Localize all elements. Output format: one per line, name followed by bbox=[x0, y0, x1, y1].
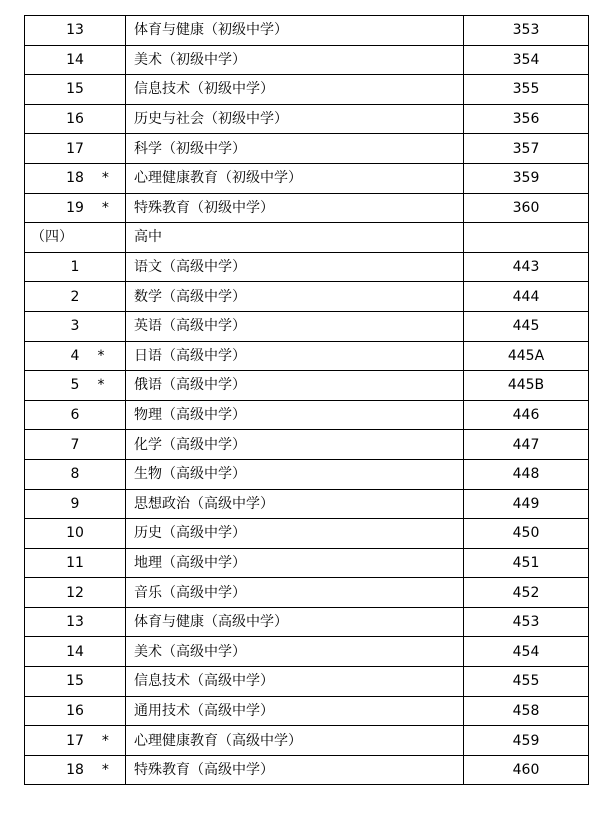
subject-code-cell: 357 bbox=[464, 134, 589, 164]
subject-name-cell: 通用技术（高级中学） bbox=[126, 696, 464, 726]
subject-code-cell: 453 bbox=[464, 607, 589, 637]
row-number: 3 bbox=[70, 318, 80, 335]
row-number: 9 bbox=[70, 495, 80, 512]
row-number: 10 bbox=[66, 525, 84, 542]
row-number-cell bbox=[25, 45, 126, 75]
row-number: 5 bbox=[70, 377, 80, 394]
row-number-cell bbox=[25, 75, 126, 105]
row-number-cell bbox=[25, 400, 126, 430]
asterisk-mark: * bbox=[101, 762, 109, 779]
subject-code-cell: 447 bbox=[464, 430, 589, 460]
row-number-cell bbox=[25, 696, 126, 726]
row-number-cell bbox=[25, 667, 126, 697]
row-number: 18 bbox=[66, 762, 84, 779]
row-number: 2 bbox=[70, 288, 80, 305]
subject-code-cell: 454 bbox=[464, 637, 589, 667]
subject-code-cell: 353 bbox=[464, 16, 589, 46]
table-row bbox=[25, 400, 589, 430]
row-number-cell bbox=[25, 459, 126, 489]
subject-name-cell: 历史与社会（初级中学） bbox=[126, 104, 464, 134]
subject-name-cell: 美术（初级中学） bbox=[126, 45, 464, 75]
table-row bbox=[25, 578, 589, 608]
row-number: 8 bbox=[70, 466, 80, 483]
table-row bbox=[25, 163, 589, 193]
row-number: 15 bbox=[66, 673, 84, 690]
row-number: 11 bbox=[66, 554, 84, 571]
subject-code-cell: 355 bbox=[464, 75, 589, 105]
row-number-cell bbox=[25, 252, 126, 282]
table-row bbox=[25, 104, 589, 134]
row-number: 14 bbox=[66, 51, 84, 68]
subject-code-cell: 443 bbox=[464, 252, 589, 282]
subject-name-cell: 体育与健康（高级中学） bbox=[126, 607, 464, 637]
table-row bbox=[25, 75, 589, 105]
table-row bbox=[25, 519, 589, 549]
subject-code-cell: 451 bbox=[464, 548, 589, 578]
row-number-cell bbox=[25, 223, 126, 253]
row-number: 7 bbox=[70, 436, 80, 453]
subject-name-cell: 生物（高级中学） bbox=[126, 459, 464, 489]
subject-name-cell: 物理（高级中学） bbox=[126, 400, 464, 430]
table-row bbox=[25, 696, 589, 726]
subject-code-cell: 449 bbox=[464, 489, 589, 519]
table-row bbox=[25, 282, 589, 312]
subject-code-cell: 459 bbox=[464, 726, 589, 756]
asterisk-mark: * bbox=[101, 199, 109, 216]
subject-code-cell: 356 bbox=[464, 104, 589, 134]
subject-code-cell: 446 bbox=[464, 400, 589, 430]
row-number: 6 bbox=[70, 407, 80, 424]
row-number-cell bbox=[25, 163, 126, 193]
subject-code-cell: 458 bbox=[464, 696, 589, 726]
row-number-cell bbox=[25, 16, 126, 46]
subject-name-cell: 音乐（高级中学） bbox=[126, 578, 464, 608]
subject-name-cell: 英语（高级中学） bbox=[126, 311, 464, 341]
subject-code-table bbox=[24, 15, 589, 785]
row-number: 17 bbox=[66, 140, 84, 157]
row-number-cell bbox=[25, 578, 126, 608]
row-number-cell bbox=[25, 134, 126, 164]
table-row bbox=[25, 311, 589, 341]
asterisk-mark: * bbox=[101, 170, 109, 187]
subject-name-cell: 历史（高级中学） bbox=[126, 519, 464, 549]
subject-name-cell: 语文（高级中学） bbox=[126, 252, 464, 282]
subject-code-cell: 359 bbox=[464, 163, 589, 193]
row-number: 16 bbox=[66, 702, 84, 719]
section-number: （四） bbox=[31, 229, 73, 246]
subject-name-cell: 科学（初级中学） bbox=[126, 134, 464, 164]
asterisk-mark: * bbox=[97, 377, 105, 394]
subject-name-cell: 心理健康教育（高级中学） bbox=[126, 726, 464, 756]
subject-code-cell bbox=[464, 223, 589, 253]
table-row bbox=[25, 637, 589, 667]
subject-name-cell: 美术（高级中学） bbox=[126, 637, 464, 667]
subject-name-cell: 信息技术（初级中学） bbox=[126, 75, 464, 105]
subject-code-cell: 354 bbox=[464, 45, 589, 75]
row-number: 14 bbox=[66, 643, 84, 660]
row-number-cell bbox=[25, 548, 126, 578]
row-number-cell bbox=[25, 607, 126, 637]
table-row bbox=[25, 45, 589, 75]
asterisk-mark: * bbox=[97, 347, 105, 364]
table-row bbox=[25, 607, 589, 637]
row-number: 19 bbox=[66, 199, 84, 216]
section-row bbox=[25, 223, 589, 253]
section-title-cell: 高中 bbox=[126, 223, 464, 253]
table-row bbox=[25, 667, 589, 697]
row-number-cell bbox=[25, 726, 126, 756]
subject-name-cell: 特殊教育（高级中学） bbox=[126, 755, 464, 785]
row-number: 13 bbox=[66, 614, 84, 631]
row-number-cell bbox=[25, 282, 126, 312]
subject-code-cell: 448 bbox=[464, 459, 589, 489]
row-number: 1 bbox=[70, 259, 80, 276]
row-number: 13 bbox=[66, 22, 84, 39]
row-number-cell bbox=[25, 371, 126, 401]
subject-name-cell: 思想政治（高级中学） bbox=[126, 489, 464, 519]
table-row bbox=[25, 193, 589, 223]
row-number: 17 bbox=[66, 732, 84, 749]
row-number-cell bbox=[25, 755, 126, 785]
subject-code-cell: 455 bbox=[464, 667, 589, 697]
row-number-cell bbox=[25, 341, 126, 371]
subject-name-cell: 信息技术（高级中学） bbox=[126, 667, 464, 697]
subject-code-cell: 360 bbox=[464, 193, 589, 223]
table-row bbox=[25, 726, 589, 756]
table-row bbox=[25, 252, 589, 282]
subject-code-cell: 445A bbox=[464, 341, 589, 371]
subject-name-cell: 日语（高级中学） bbox=[126, 341, 464, 371]
row-number: 16 bbox=[66, 111, 84, 128]
row-number-cell bbox=[25, 489, 126, 519]
subject-name-cell: 化学（高级中学） bbox=[126, 430, 464, 460]
table-body bbox=[25, 16, 589, 785]
row-number-cell bbox=[25, 311, 126, 341]
subject-code-cell: 445 bbox=[464, 311, 589, 341]
table-row bbox=[25, 16, 589, 46]
subject-code-cell: 444 bbox=[464, 282, 589, 312]
table-row bbox=[25, 430, 589, 460]
subject-code-cell: 460 bbox=[464, 755, 589, 785]
subject-name-cell: 俄语（高级中学） bbox=[126, 371, 464, 401]
row-number-cell bbox=[25, 430, 126, 460]
row-number: 15 bbox=[66, 81, 84, 98]
table-row bbox=[25, 548, 589, 578]
table-row bbox=[25, 755, 589, 785]
row-number: 4 bbox=[70, 347, 80, 364]
table-row bbox=[25, 134, 589, 164]
subject-name-cell: 数学（高级中学） bbox=[126, 282, 464, 312]
table-row bbox=[25, 459, 589, 489]
row-number-cell bbox=[25, 104, 126, 134]
asterisk-mark: * bbox=[101, 732, 109, 749]
table-row bbox=[25, 489, 589, 519]
table-row bbox=[25, 371, 589, 401]
subject-name-cell: 体育与健康（初级中学） bbox=[126, 16, 464, 46]
subject-code-cell: 452 bbox=[464, 578, 589, 608]
row-number: 12 bbox=[66, 584, 84, 601]
subject-name-cell: 特殊教育（初级中学） bbox=[126, 193, 464, 223]
subject-name-cell: 地理（高级中学） bbox=[126, 548, 464, 578]
row-number-cell bbox=[25, 637, 126, 667]
table-row bbox=[25, 341, 589, 371]
row-number: 18 bbox=[66, 170, 84, 187]
subject-name-cell: 心理健康教育（初级中学） bbox=[126, 163, 464, 193]
subject-code-cell: 445B bbox=[464, 371, 589, 401]
subject-code-cell: 450 bbox=[464, 519, 589, 549]
row-number-cell bbox=[25, 519, 126, 549]
row-number-cell bbox=[25, 193, 126, 223]
